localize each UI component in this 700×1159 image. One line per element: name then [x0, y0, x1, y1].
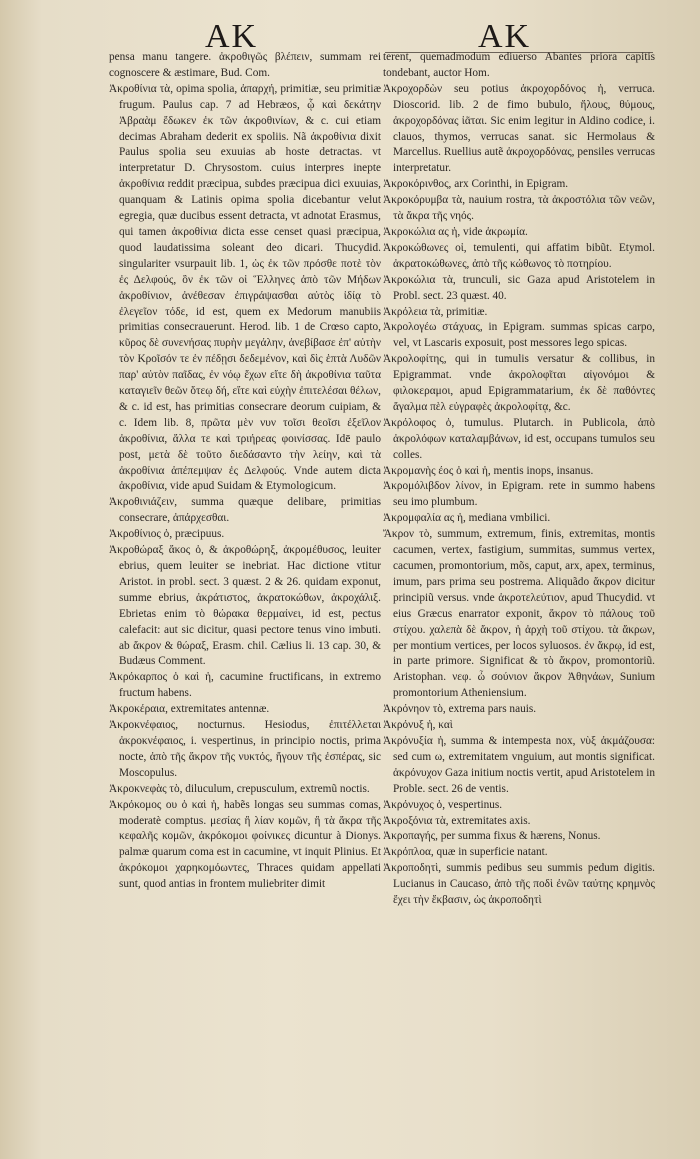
- entry: Ἀκρόνηον τὸ, extrema pars nauis.: [383, 703, 537, 716]
- entry: Ἀκροθινιάζειν, summa quæque delibare, primitias consecrare, ἀπάρχεσθαι.: [109, 496, 381, 525]
- entry-continued: pensa manu tangere. ἀκροθιγῶς βλέπειν, summam rei cognoscere & æstimare, Bud. Com.: [109, 51, 381, 79]
- entry: Ἀκροκόρινθος, arx Corinthi, in Epigram.: [383, 178, 569, 191]
- entry: Ἀκρόλεια τὰ, primitiæ.: [383, 305, 488, 318]
- entry: Ἀκροκόρυμβα τὰ, nauium rostra, τὰ ἀκροστόλια τῶν νεῶν, τὰ ἄκρα τῆς νηός.: [383, 194, 655, 223]
- entry: Ἀκροθώραξ ἄκος ὁ, & ἀκροθώρηξ, ἀκρομέθυσος, leuiter ebrius, quem leuiter se inebriat. Hac dictione vtitur Aristot. in probl. sect. 3 quæst. 2 & 26. quidam exponut, summe ebrius, ἀκράτιστος, ἀκρατοκώθων, ἀκροχάλιξ. Ebrietas enim τὸ θώρακα θερμαίνει, id est, pectus calefacit: aut sic dicitur, quasi pectore tenus vino imbuti. ab ἄκρον & θώραξ, Erasm. chil. Cælius li. 13 cap. 30, & Budæus Comment.: [109, 544, 381, 668]
- entry: Ἀκρόνυξ ἡ, καὶ: [383, 719, 453, 732]
- entry: Ἀκρόλοφος ὁ, tumulus. Plutarch. in Publicola, ἀπὸ ἀκρολόφων καταλαμβάνων, id est, occupans tumulos seu colles.: [383, 416, 655, 461]
- entry: Ἄκρον τὸ, summum, extremum, finis, extremitas, montis cacumen, vertex, fastigium, summitas, summus vertex, cacumen, promontorium, mõs, caput, arx, apex, terminus, imum, pars prima seu postrema. Aliquãdo ἄκρον dicitur principiũ versus. vnde ἀκροτελεύτιον, apud Thucydid. vt eius Græcus enarrator exponit, ἄκρον τὸ πάλους τοῦ στίχου. χαλεπὰ δὲ ἄκρον, ἡ ἀρχὴ τοῦ στίχου. τὰ ἄκρων, per montium vertices, per locos syluosos. ἐν ἄκρῳ, id est, in parte primore. Significat & τὸ ἄκρον, promontoriũ. Aristophan. νεφ. ὦ σούνιον ἄκρον Ἀθηνάων, Sunium promontorium Atheniensium.: [383, 528, 655, 700]
- entry: Ἀκροχορδὼν seu potius ἀκροχορδόνος ἡ, verruca. Dioscorid. lib. 2 de fimo bubulo, ἥλους, θύμους, ἀκροχορδόνας ἰᾶται. Sic enim legitur in Aldino codice, i. clauos, thymos, verrucas sanat. sic Hermolaus & Marcellus. Ruellius autẽ ἀκροχορδόνας, pensiles verrucas interpretatur.: [383, 82, 655, 175]
- entry: Ἀκρόκομος ου ὁ καὶ ἡ, habẽs longas seu summas comas, moderatè comptus. μεσίας ἢ λίαν κομῶν, ἢ τὰ ἄκρα τῆς κεφαλῆς κομῶν, ἀκρόκομοι φοίνικες dicuntur à Dionys. palmæ quarum coma est in cacumine, vt inquit Plinius. Et ἀκρόκομοι χαρηκομόωντες, Thraces quidam appellati sunt, quod antias in frontem muliebriter dimit: [109, 798, 381, 891]
- entry: Ἀκροκώλια ας ἡ, vide ἀκρωμία.: [383, 225, 528, 238]
- entry: Ἀκρόκαρπος ὁ καὶ ἡ, cacumine fructificans, in extremo fructum habens.: [109, 671, 381, 700]
- entry: Ἀκροκώλια τὰ, trunculi, sic Gaza apud Aristotelem in Probl. sect. 23 quæst. 40.: [383, 273, 655, 302]
- entry: Ἀκροκέραια, extremitates antennæ.: [109, 703, 270, 716]
- entry: Ἀκροκώθωνες οἱ, temulenti, qui affatim bibũt. Etymol. ἀκρατοκώθωνες, ἀπὸ τῆς κώθωνος τὸ ποτηρίου.: [383, 241, 655, 270]
- entry: Ἀκρομόλιβδον λίνον, in Epigram. rete in summo habens seu imo plumbum.: [383, 480, 655, 509]
- entry: Ἀκροκνέφαιος, nocturnus. Hesiodus, ἐπιτέλλεται ἀκροκνέφαιος, i. vespertinus, in principio noctis, prima nocte, ἀπὸ τῆς ἄκρον τῆς νυκτός, ἤγουν τῆς ἐσπέρας, sic Moscopulus.: [109, 719, 381, 779]
- running-head-right: AK: [478, 18, 532, 55]
- entry: Ἀκρολογέω στάχυας, in Epigram. summas spicas carpo, vel, vt Lascaris exposuit, post messores lego spicas.: [383, 321, 655, 350]
- entry: Ἀκρολοφίτης, qui in tumulis versatur & collibus, in Epigrammat. vnde ἀκρολοφῖται αἰγονόμοι & φιλοκεραμοι, apud Epigrammatarium, ἐκ δὲ παθόντες ἄγαλμα πὲλ εὐγραφὲς ἀκρολοφίτᾳ, &c.: [383, 353, 655, 413]
- right-column: [383, 50, 655, 909]
- entry: Ἀκρομφαλία ας ἡ, mediana vmbilici.: [383, 512, 551, 525]
- entry: Ἀκροπαγής, per summa fixus & hærens, Nonus.: [383, 830, 601, 843]
- entry-continued: terent, quemadmodum ediuerso Abantes priora capitis tondebant, auctor Hom.: [383, 51, 655, 79]
- entry: Ἀκροκνεφὰς τὸ, diluculum, crepusculum, extremũ noctis.: [109, 782, 370, 795]
- entry: Ἀκρόπλοα, quæ in superficie natant.: [383, 846, 548, 859]
- left-column: [109, 50, 381, 893]
- entry: Ἀκροθίνιος ὁ, præcipuus.: [109, 528, 225, 541]
- running-head-left: AK: [205, 18, 259, 55]
- entry: Ἀκρόνυξία ἡ, summa & intempesta nox, νὺξ ἀκμάζουσα: sed cum ω, extremitatem vnguium, aut montis significat. ἀκρόνυχον Gaza initium noctis vertit, apud Aristotelem in Proble. sect. 26 de ventis.: [383, 734, 655, 795]
- entry: Ἀκροποδητὶ, summis pedibus seu summis pedum digitis. Lucianus in Caucaso, ἀπὸ τῆς ποδὶ ἐνῶν ταύτης κρημνὸς ἔχει τὴν ἔκβασιν, ὡς ἀκροποδητὶ: [383, 862, 655, 907]
- entry: Ἀκρομανὴς έος ὁ καὶ ἡ, mentis inops, insanus.: [383, 464, 594, 477]
- entry: Ἀκροξόνια τὰ, extremitates axis.: [383, 814, 531, 827]
- entry: Ἀκρόνυχος ὁ, vespertinus.: [383, 798, 503, 811]
- entry: Ἀκροθίνια τὰ, opima spolia, ἀπαρχή, primitiæ, seu primitiæ frugum. Paulus cap. 7 ad Hebræos, ᾧ καὶ δεκάτην Ἀβραὰμ ἔδωκεν ἐκ τῶν ἀκροθινίων, & c. cui etiam decimas Abraham dederit ex spoliis. Nã ἀκροθίνια dixit Paulus spolia seu exuuias ab hoste detractas. vt interpretatur D. Chrysostom. cuius interpres inepte ἀκροθίνια reddit præcipua, subdes præcipua dici exuuias, quanquam & Latinis opima spolia dicebantur velut egregia, quæ ducibus essent detracta, vt adnotat Erasmus, qui tamen ἀκροθίνια dicta esse censet quasi præcipua, quod laudatissima soleant deo dicari. Thucydid. singulariter vsurpauit lib. 1, ὡς ἐκ τῶν πρόσθε ποτὲ τὸν ἐς Δελφούς, ὃν ἐκ τῶν οἱ Ἕλληνες ἀπὸ τῶν Μήδων ἀκροθίνιον, ἀνέθεσαν ἐπιγράψασθαι αὐτὸς ἰδίᾳ τὸ ἐλεγεῖον τόδε, id est, quem ex Medorum manubiis primitias consecrauerunt. Herod. lib. 1 de Crœso capto, κῦρος δὲ συνενήσας πυρὴν μεγάλην, ἀνεβίβασε ἐπ' αὐτὴν τὸν Κροῖσόν τε ἐν πέδῃσι δεδεμένον, καὶ δὶς ἑπτὰ Λυδῶν παρ' αὐτὸν παῖδας, ἐν νόῳ ἔχων εἴτε δὴ ἀκροθίνια ταῦτα καταγιεῖν θεῶν ὅτεῳ δή, εἴτε καὶ εὐχὴν ἐπιτελέσαι θέλων, & c. id est, has primitias consecrare deorum cuipiam, & c. Idem lib. 8, πρῶτα μὲν νυν τοῖσι θεοῖσι ἐξεῖλον ἀκροθίνια, ἄλλα τε καὶ τριήρεας φοινίσσας. Idē paulo post, μετὰ δὲ τοῦτο διεδάσαντο τὴν λείην, καὶ τὰ ἀκροθίνια ἀπέπεμψαν ἐς Δελφούς. Vnde autem dicta ἀκροθίνια, vide apud Suidam & Etymologicum.: [109, 82, 381, 493]
